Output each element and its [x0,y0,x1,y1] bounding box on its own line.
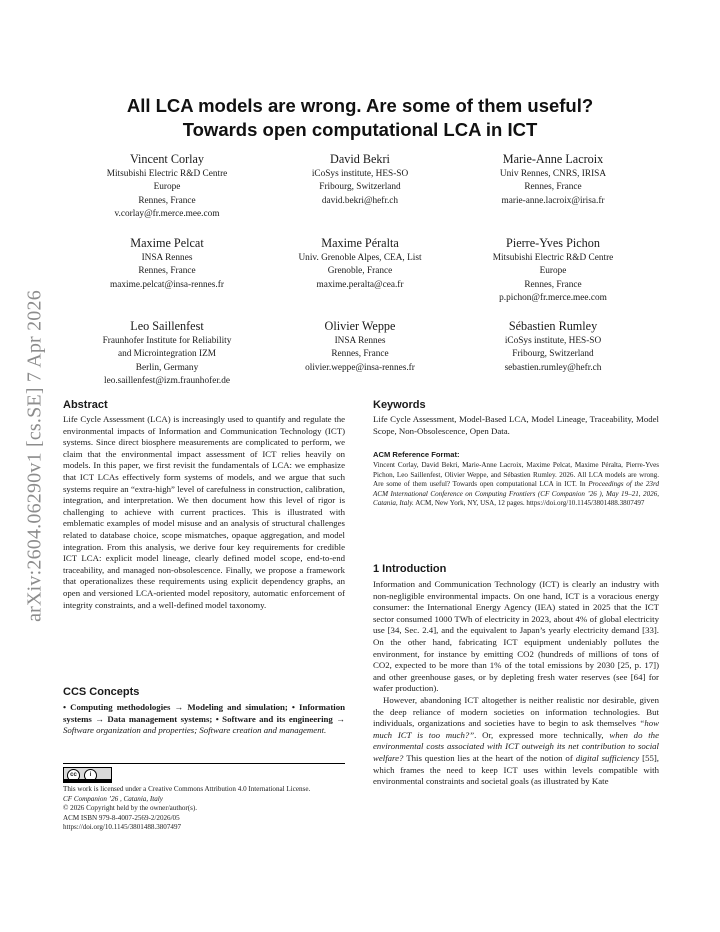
author-affiliation: INSA Rennes [334,336,386,346]
cc-icon: cc [67,769,80,782]
author-email[interactable]: leo.saillenfest@izm.fraunhofer.de [103,375,231,386]
author-affiliation: Univ Rennes, CNRS, IRISA [499,169,607,179]
author-affiliation: Mitsubishi Electric R&D Centre [106,169,228,179]
author-location: Fribourg, Switzerland [319,182,401,193]
introduction-paragraph-1: Information and Communication Technology (ICT) is clearly an industry with non-negligible environmental impacts. On one hand, ICT is a voracious energy consumer: the International Energy Agency (IEA) stated in 2025 that the ICT sector consumed 1000 TWh of electricity in 2023, about 4% of global electricity use [34, Sec. 2.4], and the equivalent to Japan’s yearly electricity demand [33]. On the other hand, fabricating ICT equipment undeniably pollutes the environment, for instance by emitting CO2 (hundreds of millions of tons of CO2, expected to be more than 1% of the total emissions by 2030 [25, p. 17]) and other greenhouse gases, or by depleting fresh water reserves (see [64] for wafer production). [373,579,659,694]
title-line-2: Towards open computational LCA in ICT [182,119,538,140]
author-affiliation: Europe [539,266,567,277]
author-email[interactable]: p.pichon@fr.merce.mee.com [499,292,607,303]
ccs-concepts-italic: Software organization and properties; Software creation and management. [63,725,327,736]
author-affiliation: iCoSys institute, HES-SO [504,336,602,346]
isbn-line: ACM ISBN 979-8-4007-2569-2/2026/05 [63,813,180,822]
license-line: This work is licensed under a Creative Commons Attribution 4.0 International License. [63,785,311,793]
keywords-section [373,398,659,437]
author-location: Rennes, France [331,349,389,360]
author-email[interactable]: david.bekri@hefr.ch [321,195,399,206]
ccs-text [63,702,345,737]
author-name: Pierre-Yves Pichon [506,236,600,250]
copyright-line: © 2026 Copyright held by the owner/author(s). [63,804,198,813]
doi-link[interactable]: https://doi.org/10.1145/3801488.3807497 [63,823,182,832]
footnote-rule [63,763,345,764]
author-location: Rennes, France [138,195,196,206]
author-block [448,151,658,208]
author-name: Maxime Pelcat [130,236,204,250]
author-email[interactable]: marie-anne.lacroix@irisa.fr [501,195,605,206]
author-block [448,235,658,305]
conference-line: CF Companion ’26 , Catania, Italy [63,794,163,803]
arxiv-stamp [14,256,56,656]
author-location: Fribourg, Switzerland [512,349,594,360]
keywords-heading: Keywords [373,399,426,411]
introduction-heading: 1 Introduction [373,563,447,575]
author-name: Vincent Corlay [129,152,205,166]
author-block [62,235,272,292]
keywords-text: Life Cycle Assessment, Model-Based LCA, Model Lineage, Traceability, Model Scope, Non-Obsolescence, Open Data. [373,414,659,436]
attribution-icon: i [84,769,97,782]
author-block [255,318,465,375]
introduction-section [373,562,659,788]
author-affiliation: and Microintegration IZM [117,349,217,360]
author-email[interactable]: maxime.pelcat@insa-rennes.fr [110,279,224,290]
author-email[interactable]: olivier.weppe@insa-rennes.fr [305,362,415,373]
abstract-section [63,398,345,611]
author-email[interactable]: v.corlay@fr.merce.mee.com [114,208,220,219]
creative-commons-badge[interactable] [63,767,112,783]
author-email[interactable]: maxime.peralta@cea.fr [316,279,404,290]
author-name: Maxime Péralta [321,236,399,250]
author-name: Olivier Weppe [324,319,396,333]
author-block [448,318,658,375]
author-location: Rennes, France [524,182,582,193]
acm-reference-text: Vincent Corlay, David Bekri, Marie-Anne Lacroix, Maxime Pelcat, Maxime Péralta, Pierre-Yves Pichon, Leo Saillenfest, Olivier Weppe, and Sébastien Rumley. 2026. All LCA models are wrong. Are some of them useful? Towards open computational LCA in ICT. In Proceedings of the 23rd ACM International Conference on Computing Frontiers (CF Companion ’26 ), May 19–21, 2026, Catania, Italy. ACM, New York, NY, USA, 12 pages. https://doi.org/10.1145/3801488.3807497 [373,461,659,508]
license-footnote [63,785,345,833]
author-name: David Bekri [330,152,390,166]
acm-reference-heading: ACM Reference Format: [373,450,460,459]
arxiv-identifier: arXiv:2604.06290v1 [cs.SE] 7 Apr 2026 [23,290,46,622]
author-affiliation: Europe [153,182,181,193]
author-affiliation: Fraunhofer Institute for Reliability [102,336,232,346]
author-location: Berlin, Germany [135,362,199,373]
acm-reference-section [373,450,659,509]
author-block [255,151,465,208]
abstract-heading: Abstract [63,399,108,411]
author-location: Rennes, France [138,266,196,277]
ccs-section [63,685,345,737]
author-affiliation: INSA Rennes [141,253,193,263]
author-name: Marie-Anne Lacroix [502,152,604,166]
ccs-heading: CCS Concepts [63,686,140,698]
author-name: Sébastien Rumley [508,319,598,333]
title-line-1: All LCA models are wrong. Are some of them useful? [126,95,594,116]
cc-badge-bar [64,779,111,782]
author-affiliation: iCoSys institute, HES-SO [311,169,409,179]
introduction-paragraph-2: However, abandoning ICT altogether is neither realistic nor desirable, given the deep reliance of modern societies on information technologies. But individuals, organizations and societies have to begin to ask themselves “how much ICT is too much?”. Or, expressed more technically, when do the environmental costs associated with ICT outweigh its net contribution to social welfare? This question lies at the heart of the notion of digital sufficiency [55], which frames the need to keep ICT uses within levels compatible with environmental constraints and societal goals (as illustrated by Kate [373,694,660,787]
abstract-text: Life Cycle Assessment (LCA) is increasingly used to quantify and regulate the environmental impacts of Information and Communication Technology (ICT) systems. Since direct biosphere measurements are complicated to perform, we claim that the environmental impact assessment of ICT relies heavily on models. In this paper, we first revisit the fundamentals of LCA: we emphasize that ICT LCAs effectively form systems of models, and we argue that such systems require an “extra-high” level of carefulness in construction, calibration, integration, and interpretation. We then document how this level of rigor is challenging to achieve with current practices. This is illustrated with emblematic examples of model misuse and an analysis of structural challenges related to database choice, scope mismatches, opaque aggregation, and model integration. From this analysis, we derive four key requirements for credible ICT LCA: explicit model lineage, clearly defined model scope, end-to-end traceability, and managed non-obsolescence. Finally, we propose a framework that operationalizes these requirements using explicit dependency graphs, an open and versioned LCA-oriented model repository, automatic enforcement of integrity constraints, and a well-defined model taxonomy. [63,414,345,610]
ccs-concepts: • Computing methodologies → Modeling and simulation; • Information systems → Data management systems; • Software and its engineering → [63,702,345,724]
author-email[interactable]: sebastien.rumley@hefr.ch [504,362,602,373]
author-affiliation: Mitsubishi Electric R&D Centre [492,253,614,263]
author-block [255,235,465,292]
author-block [62,151,272,221]
author-name: Leo Saillenfest [130,319,204,333]
author-affiliation: Univ. Grenoble Alpes, CEA, List [298,253,422,263]
author-block [62,318,272,388]
author-location: Grenoble, France [327,266,393,277]
author-location: Rennes, France [524,279,582,290]
